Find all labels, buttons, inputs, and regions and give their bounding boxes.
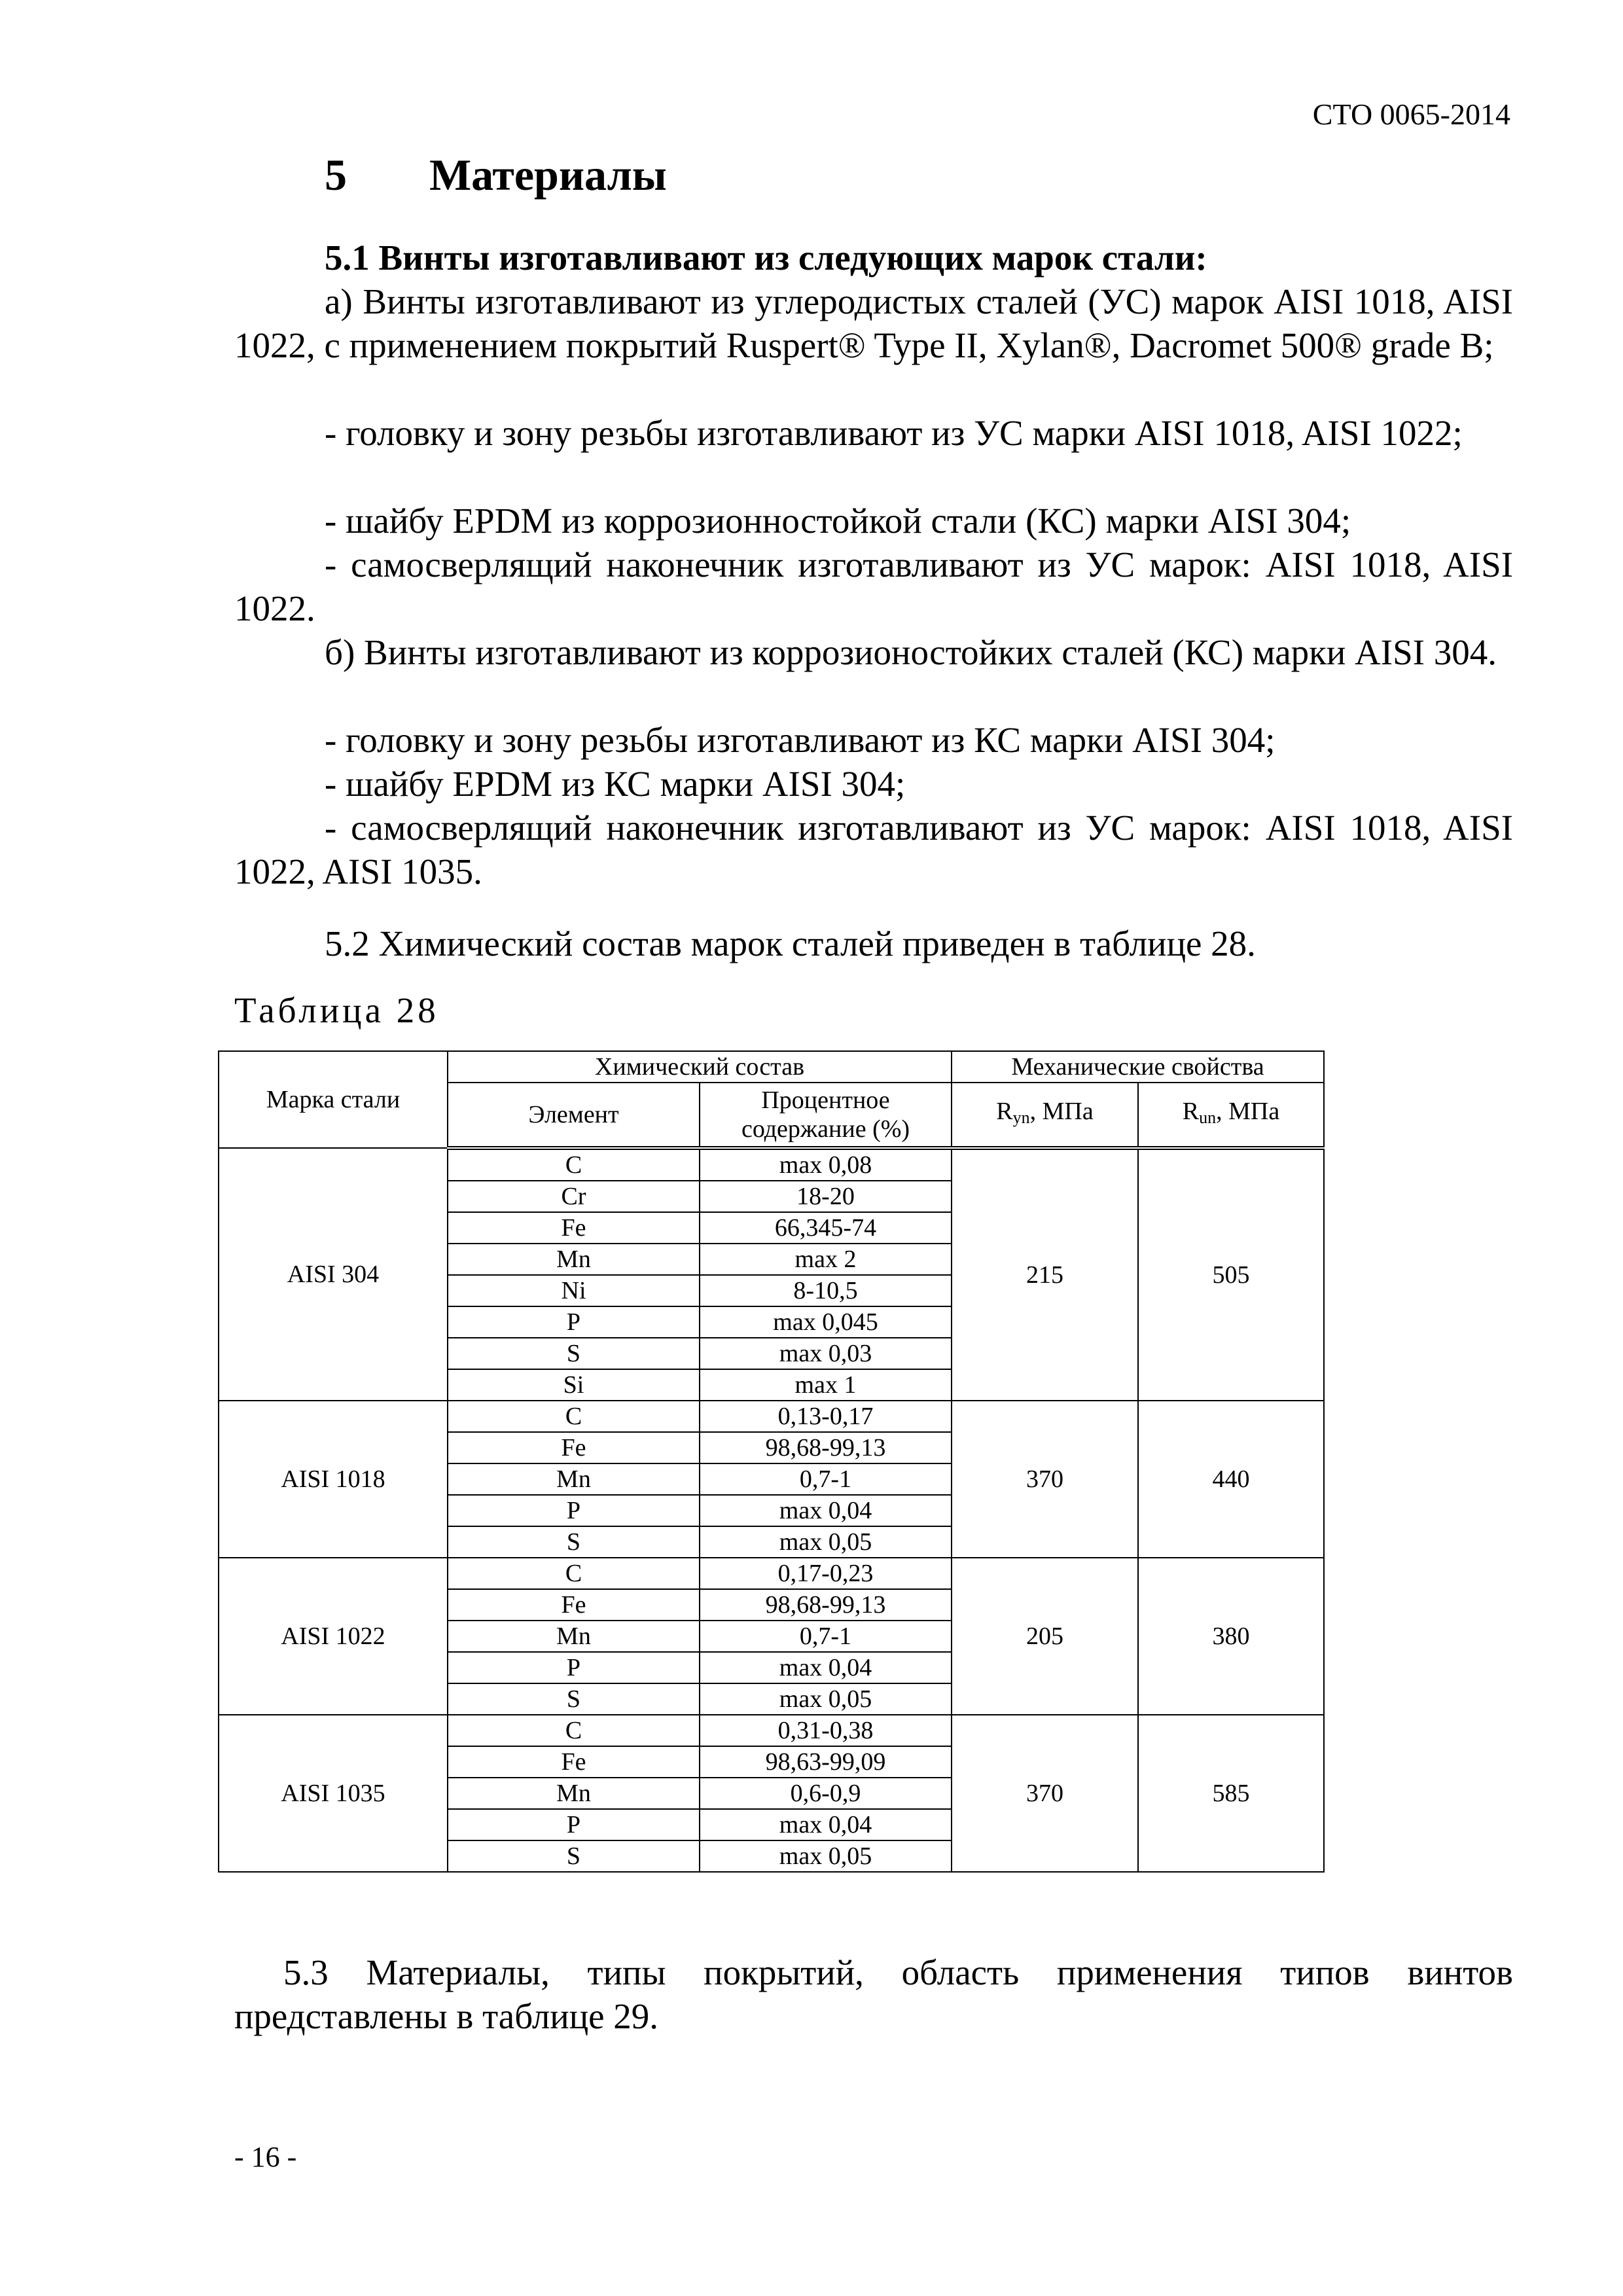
cell-element: Fe bbox=[448, 1432, 700, 1463]
cell-ryn: 205 bbox=[952, 1558, 1138, 1715]
cell-percent: 98,63-99,09 bbox=[700, 1746, 952, 1778]
ryn-unit: , МПа bbox=[1029, 1098, 1094, 1125]
cell-percent: 98,68-99,13 bbox=[700, 1432, 952, 1463]
cell-grade: AISI 1018 bbox=[219, 1401, 448, 1558]
header-mechanical-properties: Механические свойства bbox=[952, 1051, 1324, 1083]
chemical-composition-table bbox=[218, 1050, 1325, 1873]
header-run bbox=[1138, 1083, 1324, 1148]
cell-percent: 66,345-74 bbox=[700, 1212, 952, 1244]
cell-element: C bbox=[448, 1558, 700, 1589]
cell-element: P bbox=[448, 1652, 700, 1683]
table-caption: Таблица 28 bbox=[234, 990, 439, 1030]
run-unit: , МПа bbox=[1216, 1098, 1280, 1125]
cell-element: Cr bbox=[448, 1181, 700, 1212]
page-number: - 16 - bbox=[234, 2141, 297, 2173]
cell-run: 380 bbox=[1138, 1558, 1324, 1715]
cell-percent: 98,68-99,13 bbox=[700, 1589, 952, 1621]
header-chemical-composition: Химический состав bbox=[448, 1051, 952, 1083]
cell-percent: 0,6-0,9 bbox=[700, 1778, 952, 1809]
cell-element: P bbox=[448, 1306, 700, 1338]
cell-element: S bbox=[448, 1338, 700, 1369]
cell-percent: max 0,05 bbox=[700, 1840, 952, 1872]
section-title: Материалы bbox=[429, 150, 667, 200]
cell-percent: max 0,04 bbox=[700, 1495, 952, 1526]
header-percent: Процентное содержание (%) bbox=[700, 1083, 952, 1148]
cell-element: C bbox=[448, 1148, 700, 1181]
cell-percent: max 0,08 bbox=[700, 1148, 952, 1181]
cell-element: P bbox=[448, 1809, 700, 1840]
cell-percent: 8-10,5 bbox=[700, 1275, 952, 1306]
cell-element: C bbox=[448, 1715, 700, 1746]
run-symbol: R bbox=[1182, 1098, 1200, 1125]
cell-grade: AISI 1035 bbox=[219, 1715, 448, 1872]
header-grade: Марка стали bbox=[219, 1051, 448, 1148]
cell-percent: max 0,05 bbox=[700, 1683, 952, 1715]
cell-percent: max 2 bbox=[700, 1244, 952, 1275]
ryn-subscript: yn bbox=[1012, 1108, 1030, 1127]
section-heading bbox=[325, 149, 667, 201]
cell-element: S bbox=[448, 1840, 700, 1872]
paragraph-5-2: 5.2 Химический состав марок сталей приведен в таблице 28. bbox=[325, 924, 1256, 963]
ryn-symbol: R bbox=[996, 1098, 1013, 1125]
cell-percent: 18-20 bbox=[700, 1181, 952, 1212]
paragraph-b-item-1: - головку и зону резьбы изготавливают из КС марки AISI 304; bbox=[325, 720, 1275, 760]
table-row bbox=[219, 1715, 1324, 1746]
cell-percent: 0,7-1 bbox=[700, 1463, 952, 1495]
cell-element: C bbox=[448, 1401, 700, 1432]
cell-element: Fe bbox=[448, 1589, 700, 1621]
cell-element: Mn bbox=[448, 1244, 700, 1275]
cell-percent: 0,7-1 bbox=[700, 1621, 952, 1652]
cell-percent: max 0,04 bbox=[700, 1652, 952, 1683]
cell-grade: AISI 304 bbox=[219, 1148, 448, 1401]
subsection-5-1-heading: 5.1 Винты изготавливают из следующих марок стали: bbox=[325, 238, 1207, 278]
cell-element: Ni bbox=[448, 1275, 700, 1306]
paragraph-a-item-1: - головку и зону резьбы изготавливают из УС марки AISI 1018, AISI 1022; bbox=[325, 413, 1463, 453]
cell-element: Fe bbox=[448, 1746, 700, 1778]
paragraph-a-item-3: - самосверлящий наконечник изготавливают из УС марок: AISI 1018, AISI 1022. bbox=[234, 545, 1513, 628]
paragraph-b-item-2: - шайбу EPDM из КС марки AISI 304; bbox=[325, 764, 906, 804]
cell-percent: 0,13-0,17 bbox=[700, 1401, 952, 1432]
cell-ryn: 370 bbox=[952, 1715, 1138, 1872]
cell-ryn: 215 bbox=[952, 1148, 1138, 1401]
cell-percent: 0,31-0,38 bbox=[700, 1715, 952, 1746]
table-body bbox=[219, 1148, 1324, 1872]
paragraph-a-item-2: - шайбу EPDM из коррозионностойкой стали (КС) марки AISI 304; bbox=[325, 501, 1351, 541]
section-number: 5 bbox=[325, 150, 347, 200]
document-code: СТО 0065-2014 bbox=[1312, 98, 1510, 131]
cell-element: Mn bbox=[448, 1778, 700, 1809]
cell-element: Fe bbox=[448, 1212, 700, 1244]
cell-run: 505 bbox=[1138, 1148, 1324, 1401]
cell-percent: max 0,05 bbox=[700, 1526, 952, 1558]
table-row bbox=[219, 1148, 1324, 1181]
header-element: Элемент bbox=[448, 1083, 700, 1148]
cell-element: P bbox=[448, 1495, 700, 1526]
cell-element: Mn bbox=[448, 1463, 700, 1495]
cell-element: S bbox=[448, 1526, 700, 1558]
run-subscript: un bbox=[1199, 1108, 1217, 1127]
paragraph-b-item-3: - самосверлящий наконечник изготавливают из УС марок: AISI 1018, AISI 1022, AISI 1035. bbox=[234, 808, 1513, 891]
cell-grade: AISI 1022 bbox=[219, 1558, 448, 1715]
table-row bbox=[219, 1401, 1324, 1432]
cell-run: 440 bbox=[1138, 1401, 1324, 1558]
cell-percent: max 0,04 bbox=[700, 1809, 952, 1840]
cell-percent: max 0,03 bbox=[700, 1338, 952, 1369]
cell-run: 585 bbox=[1138, 1715, 1324, 1872]
paragraph-b: б) Винты изготавливают из коррозионостойких сталей (КС) марки AISI 304. bbox=[325, 632, 1497, 672]
cell-element: Si bbox=[448, 1369, 700, 1401]
cell-percent: max 1 bbox=[700, 1369, 952, 1401]
cell-element: Mn bbox=[448, 1621, 700, 1652]
cell-percent: 0,17-0,23 bbox=[700, 1558, 952, 1589]
cell-element: S bbox=[448, 1683, 700, 1715]
paragraph-5-3: 5.3 Материалы, типы покрытий, область применения типов винтов представлены в таблице 29. bbox=[234, 1952, 1513, 2036]
header-ryn bbox=[952, 1083, 1138, 1148]
table-row bbox=[219, 1558, 1324, 1589]
paragraph-a: а) Винты изготавливают из углеродистых сталей (УС) марок AISI 1018, AISI 1022, с применением покрытий Ruspert® Type II, Xylan®, Dacromet 500® grade B; bbox=[234, 281, 1513, 365]
cell-percent: max 0,045 bbox=[700, 1306, 952, 1338]
cell-ryn: 370 bbox=[952, 1401, 1138, 1558]
